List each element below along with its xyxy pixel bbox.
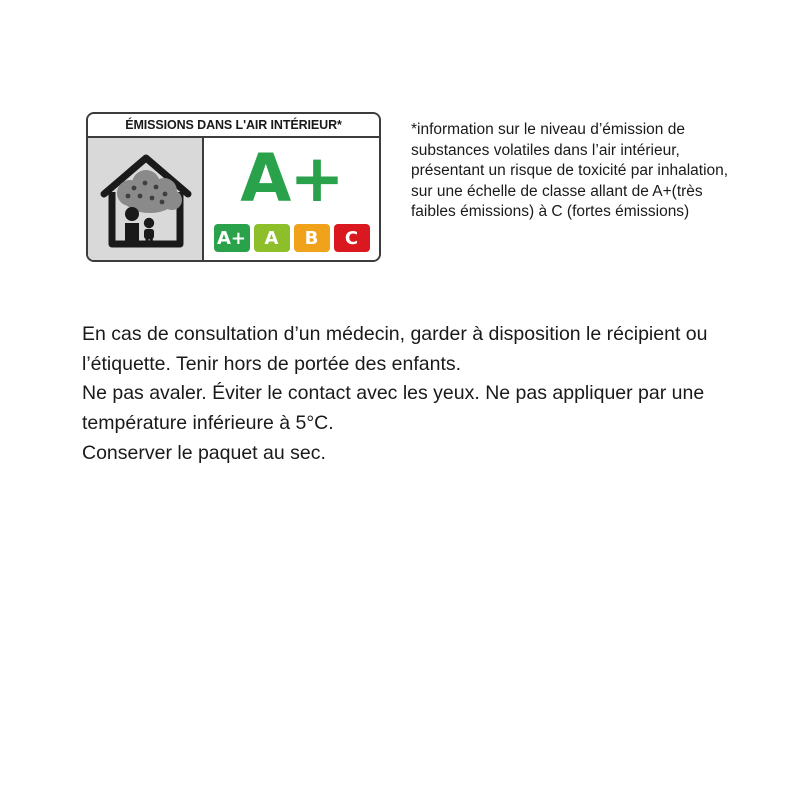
scale-box-a: A <box>254 224 290 252</box>
warning-line-3: Conserver le paquet au sec. <box>82 441 326 464</box>
scale-box-c: C <box>334 224 370 252</box>
indoor-air-emission-label <box>86 112 381 262</box>
house-pane <box>88 138 204 260</box>
label-body <box>88 138 379 260</box>
emission-scale <box>204 224 379 252</box>
scale-box-a-plus: A+ <box>214 224 250 252</box>
warning-line-1: En cas de consultation d’un médecin, garder à disposition le récipient ou l’étiquette. Tenir hors de portée des enfants. <box>82 323 708 375</box>
grade-pane <box>204 138 379 260</box>
emission-footnote-text: *information sur le niveau d’émission de substances volatiles dans l’air intérieur, présentant un risque de toxicité par inhalation, sur une échelle de classe allant de A+(très faibles émissions) à C (fortes émissions) <box>411 121 729 221</box>
house-icon <box>88 138 204 260</box>
label-card <box>86 112 381 262</box>
label-title: ÉMISSIONS DANS L'AIR INTÉRIEUR* <box>88 114 379 138</box>
safety-warning-text <box>82 320 762 468</box>
warning-line-2: Ne pas avaler. Éviter le contact avec les yeux. Ne pas appliquer par une température inférieure à 5°C. <box>82 382 705 434</box>
scale-box-b: B <box>294 224 330 252</box>
grade-value: A+ <box>240 140 343 217</box>
emission-footnote <box>411 120 741 223</box>
